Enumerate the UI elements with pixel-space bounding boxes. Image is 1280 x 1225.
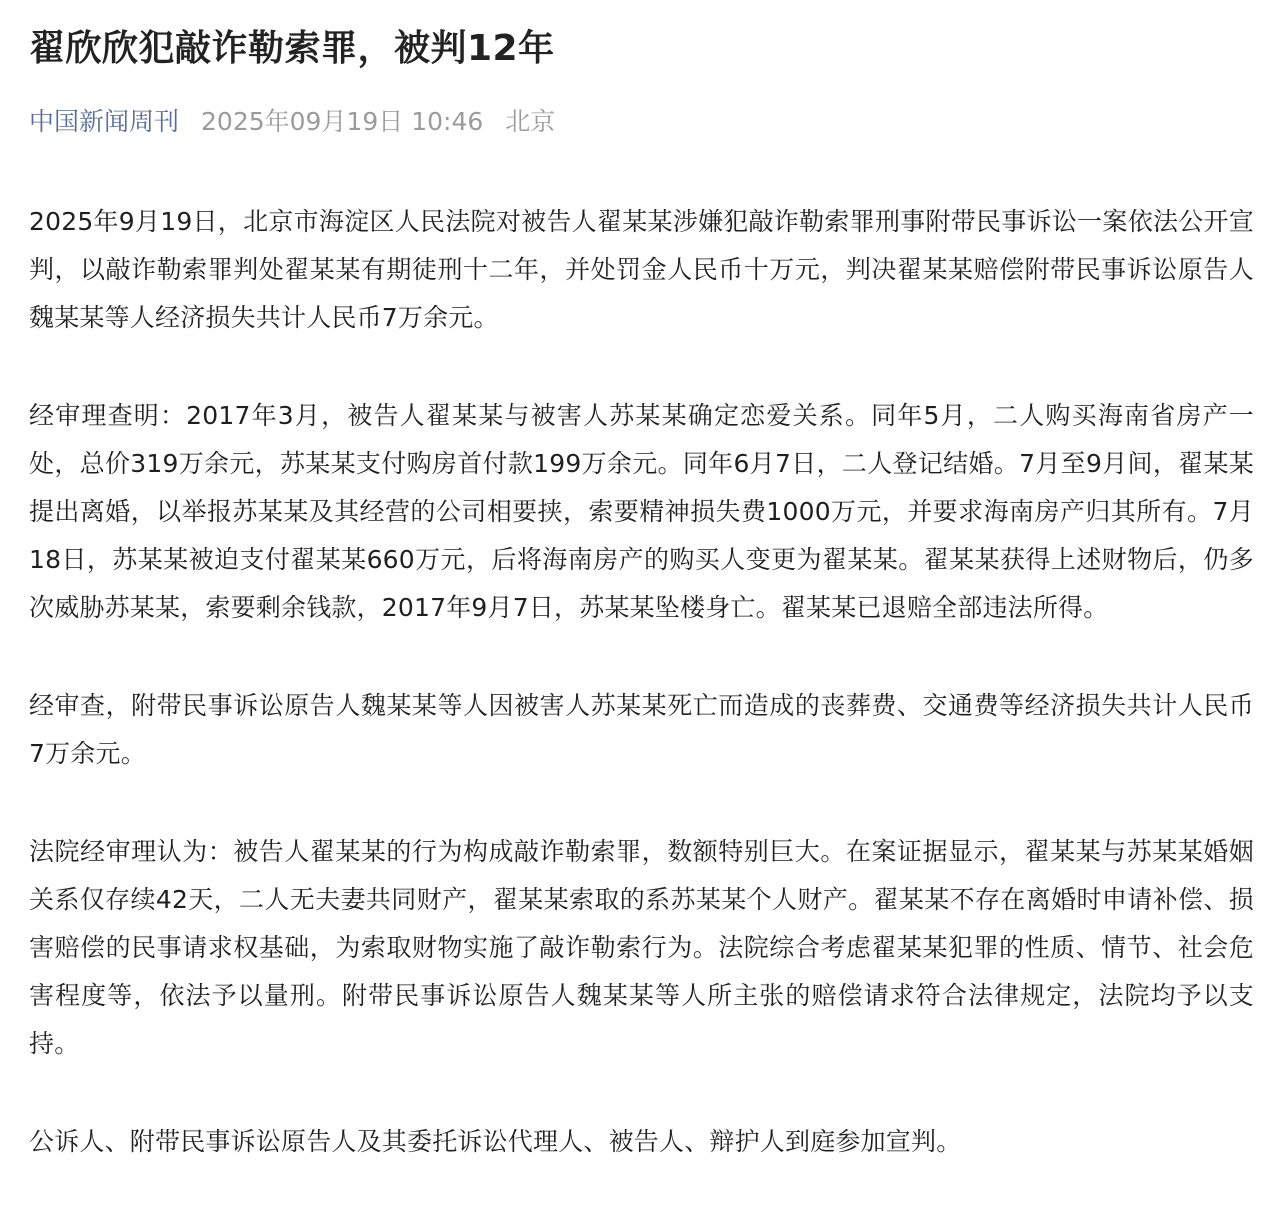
publish-location: 北京: [505, 107, 556, 136]
article-meta: [29, 102, 1254, 142]
paragraph-court-opinion: 法院经审理认为：被告人翟某某的行为构成敲诈勒索罪，数额特别巨大。在案证据显示，翟某某与苏某某婚姻关系仅存续42天，二人无夫妻共同财产，翟某某索取的系苏某某个人财产。翟某某不存在离婚时申请补偿、损害赔偿的民事请求权基础，为索取财物实施了敲诈勒索行为。法院综合考虑翟某某犯罪的性质、情节、社会危害程度等，依法予以量刑。附带民事诉讼原告人魏某某等人所主张的赔偿请求符合法律规定，法院均予以支持。: [29, 837, 1254, 1058]
article-title: 翟欣欣犯敲诈勒索罪，被判12年: [29, 28, 555, 69]
paragraph-attendance: 公诉人、附带民事诉讼原告人及其委托诉讼代理人、被告人、辩护人到庭参加宣判。: [29, 1127, 962, 1156]
source-link[interactable]: 中国新闻周刊: [29, 107, 180, 136]
publish-time: 2025年09月19日 10:46: [201, 107, 484, 136]
paragraph-damages: 经审查，附带民事诉讼原告人魏某某等人因被害人苏某某死亡而造成的丧葬费、交通费等经济损失共计人民币7万余元。: [29, 691, 1254, 768]
article-body: [29, 198, 1254, 1166]
paragraph-facts: 经审理查明：2017年3月，被告人翟某某与被害人苏某某确定恋爱关系。同年5月，二人购买海南省房产一处，总价319万余元，苏某某支付购房首付款199万余元。同年6月7日，二人登记结婚。7月至9月间，翟某某提出离婚，以举报苏某某及其经营的公司相要挟，索要精神损失费1000万元，并要求海南房产归其所有。7月18日，苏某某被迫支付翟某某660万元，后将海南房产的购买人变更为翟某某。翟某某获得上述财物后，仍多次威胁苏某某，索要剩余钱款，2017年9月7日，苏某某坠楼身亡。翟某某已退赔全部违法所得。: [29, 401, 1254, 622]
paragraph-verdict: 2025年9月19日，北京市海淀区人民法院对被告人翟某某涉嫌犯敲诈勒索罪刑事附带民事诉讼一案依法公开宣判，以敲诈勒索罪判处翟某某有期徒刑十二年，并处罚金人民币十万元，判决翟某某赔偿附带民事诉讼原告人魏某某等人经济损失共计人民币7万余元。: [29, 207, 1254, 332]
